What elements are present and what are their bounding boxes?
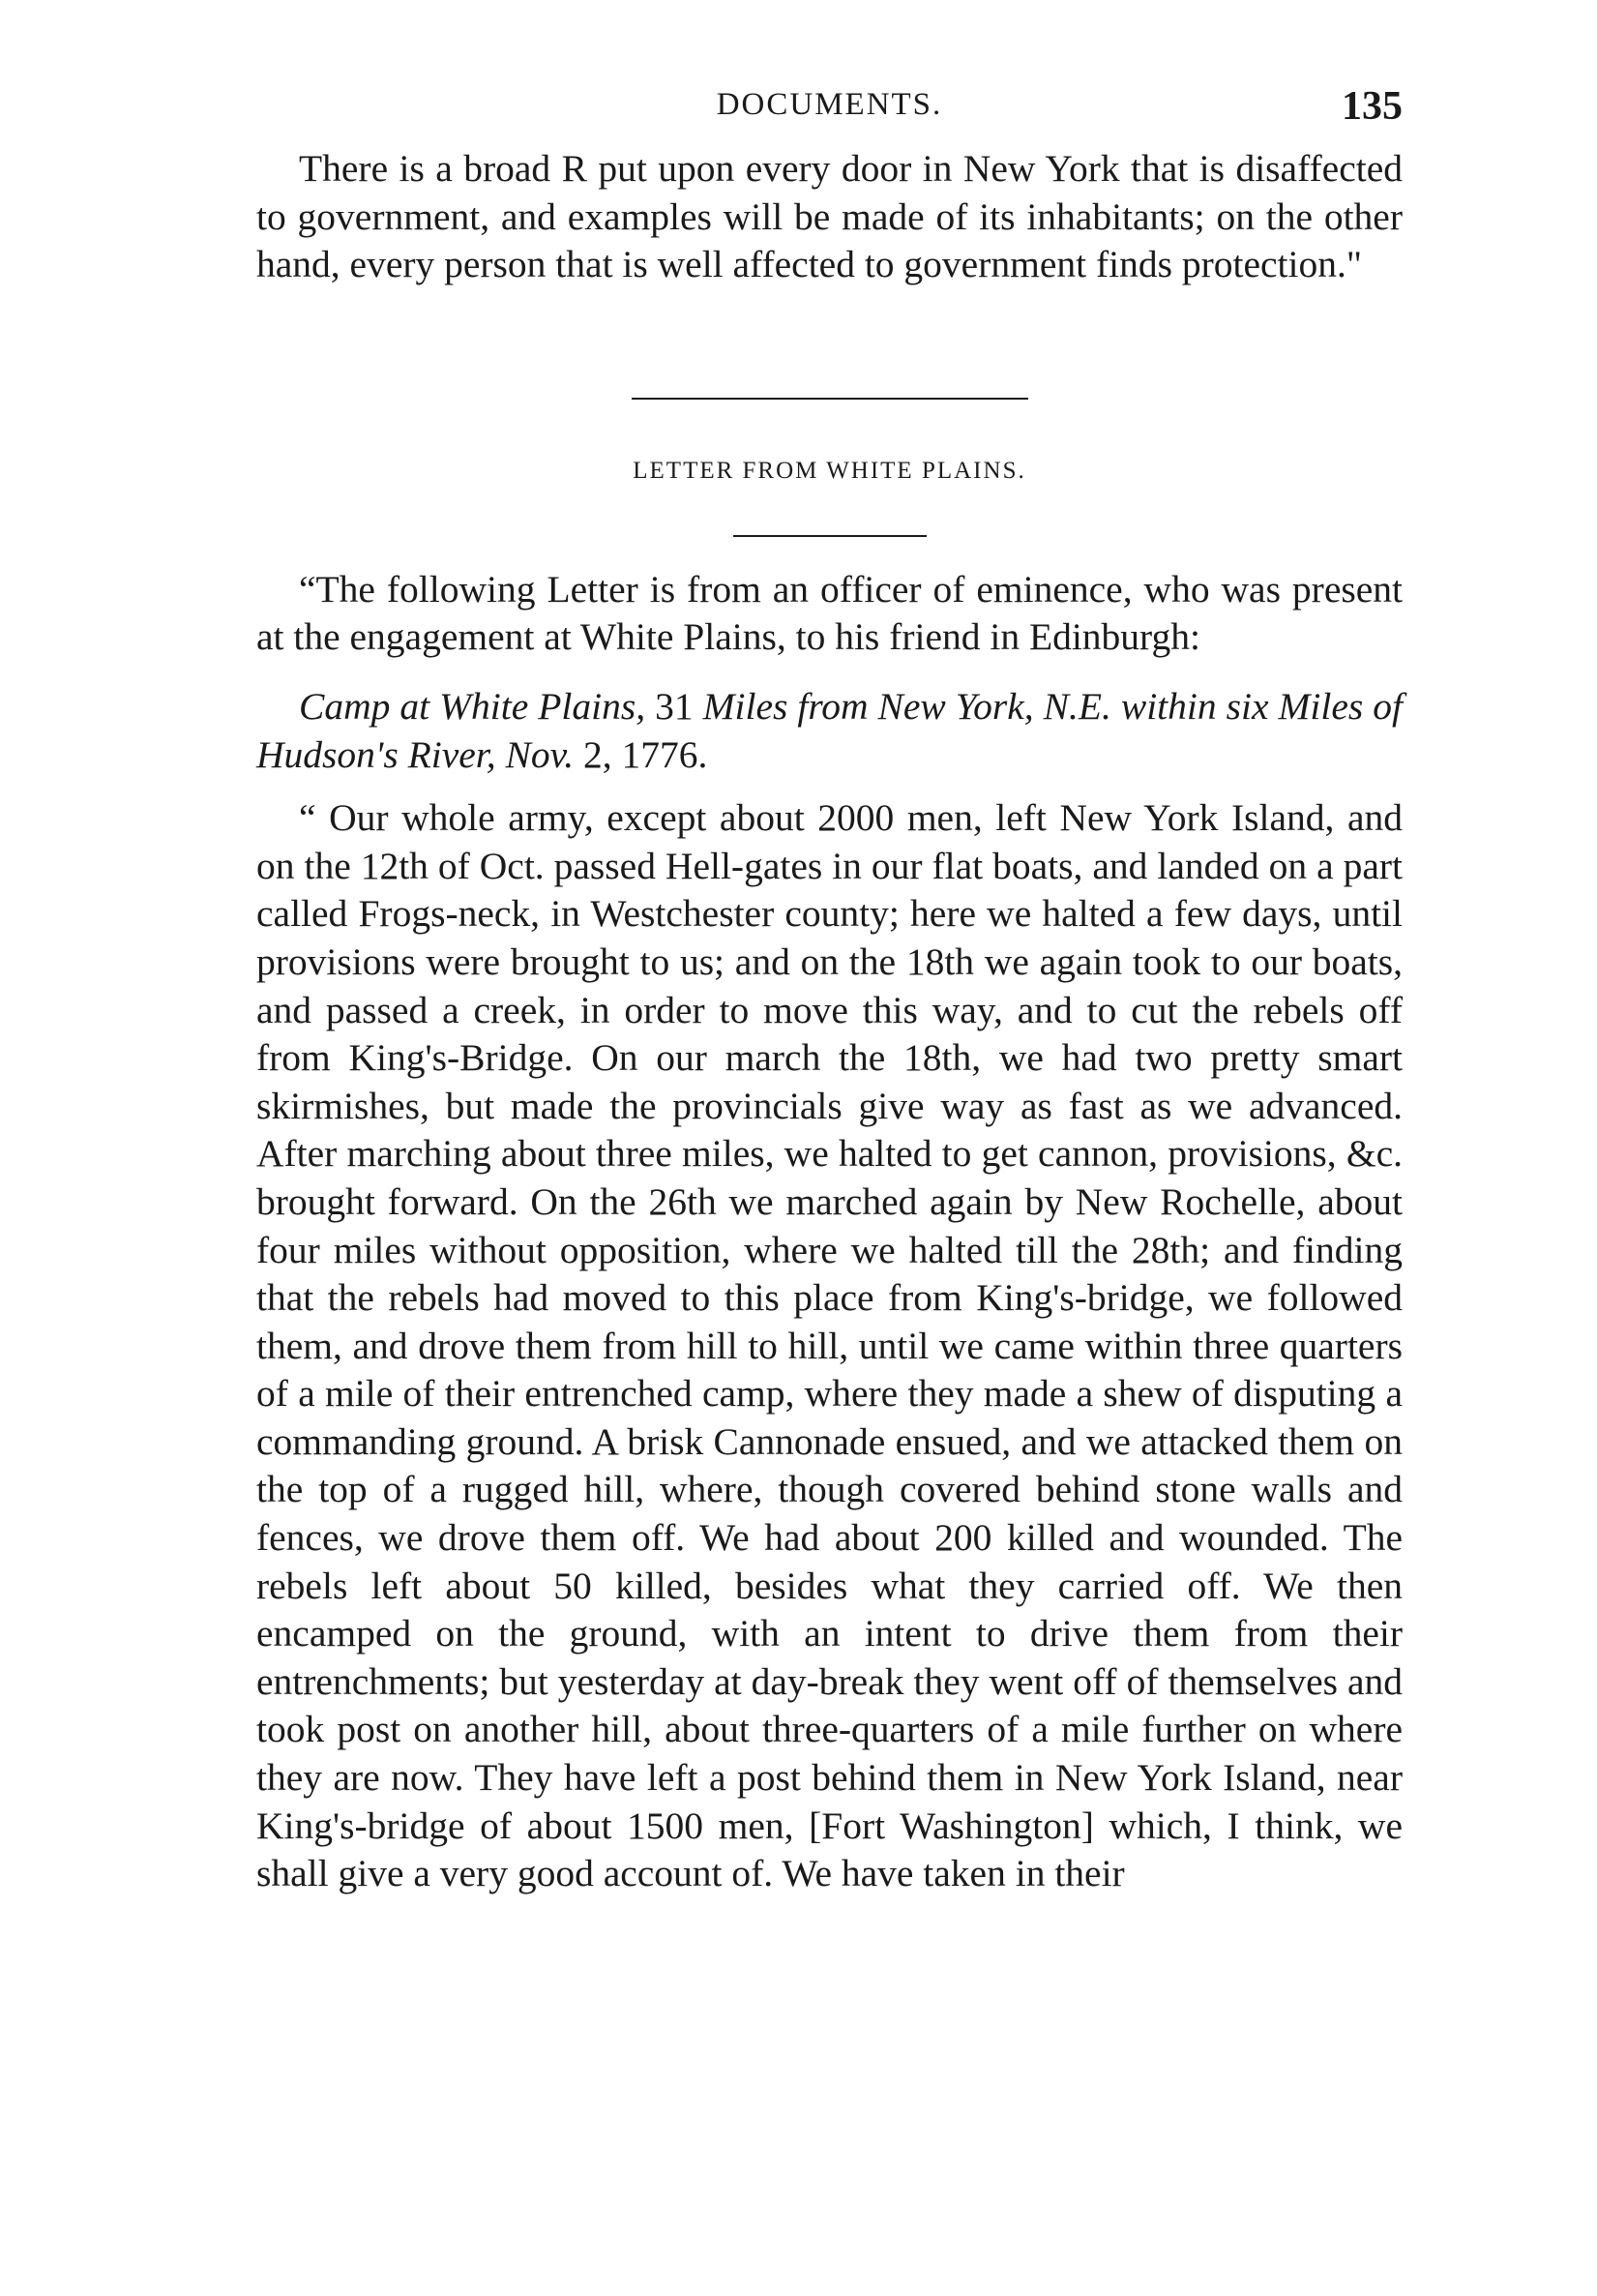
intro-paragraph: “The following Letter is from an officer of eminence, who was present at the engagement at White Plains, to his friend in Edinburgh: bbox=[256, 567, 1403, 659]
letter-dateline bbox=[256, 683, 1403, 779]
running-head bbox=[256, 84, 1403, 145]
dateline-place: Camp at White Plains, bbox=[299, 684, 646, 728]
title-underline-rule bbox=[733, 535, 927, 537]
dateline-rest: Miles from New York, N.E. within six Miles of Hudson's River, Nov. bbox=[256, 684, 1404, 776]
running-title: DOCUMENTS. bbox=[716, 87, 943, 122]
continued-paragraph: There is a broad R put upon every door in New York that is disaffected to government, and examples will be made of its inhabitants; on the other hand, every person that is well affected to government finds protection." bbox=[256, 147, 1403, 286]
section-divider bbox=[632, 398, 1028, 400]
dateline-distance: 31 bbox=[655, 684, 694, 728]
document-page bbox=[256, 84, 1404, 1898]
letter-body: “ Our whole army, except about 2000 men, left New York Island, and on the 12th of Oct. passed Hell-gates in our flat boats, and landed on a part called Frogs-neck, in Westchester county; here we halted a few days, until provisions were brought to us; and on the 18th we again took to our boats, and passed a creek, in order to move this way, and to cut the rebels off from King's-Bridge. On our march the 18th, we had two pretty smart skirmishes, but made the provincials give way as fast as we advanced. After marching about three miles, we halted to get cannon, provisions, &c. brought forward. On the 26th we marched again by New Rochelle, about four miles without opposition, where we halted till the 28th; and finding that the rebels had moved to this place from King's-bridge, we followed them, and drove them from hill to hill, until we came within three quarters of a mile of their entrenched camp, where they made a shew of disputing a commanding ground. A brisk Cannonade ensued, and we attacked them on the top of a rugged hill, where, though covered behind stone walls and fences, we drove them off. We had about 200 killed and wounded. The rebels left about 50 killed, besides what they carried off. We then encamped on the ground, with an intent to drive them from their entrenchments; but yesterday at day-break they went off of themselves and took post on another hill, about three-quarters of a mile further on where they are now. They have left a post behind them in New York Island, near King's-bridge of about 1500 men, [Fort Washington] which, I think, we shall give a very good account of. We have taken in their bbox=[256, 796, 1403, 1895]
section-title: LETTER FROM WHITE PLAINS. bbox=[633, 457, 1026, 484]
page-number: 135 bbox=[1342, 84, 1403, 129]
dateline-date: 2, 1776. bbox=[582, 732, 708, 776]
